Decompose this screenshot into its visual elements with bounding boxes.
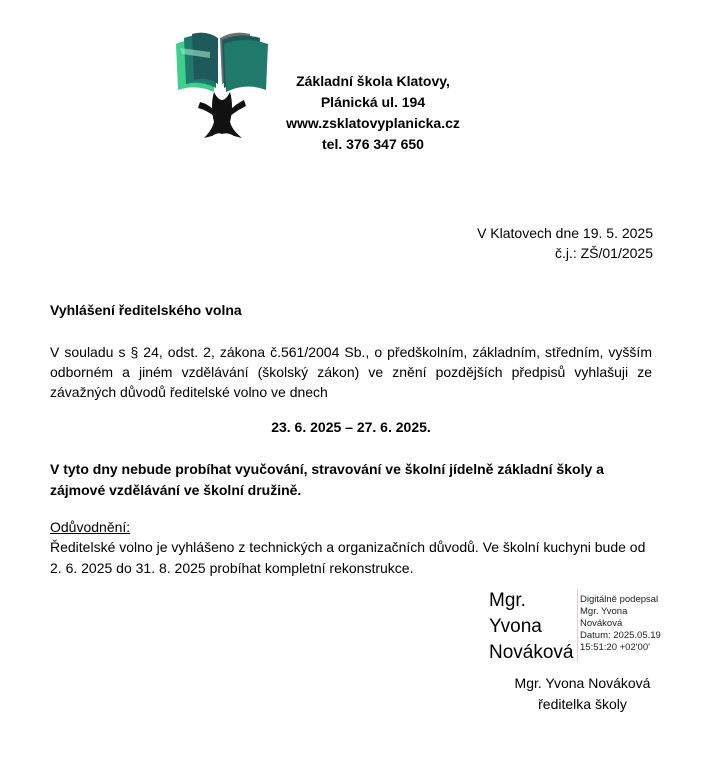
vacation-dates: 23. 6. 2025 – 27. 6. 2025.	[271, 419, 431, 435]
document-title: Vyhlášení ředitelského volna	[50, 302, 242, 318]
signature-info-line: 15:51:20 +02'00'	[580, 642, 650, 653]
notice-paragraph: V tyto dny nebude probíhat vyučování, stravování ve školní jídelně základní školy a zájmové vzdělávání ve školní družině.	[50, 461, 604, 498]
school-website[interactable]: www.zsklatovyplanicka.cz	[286, 115, 460, 131]
signature-info-line: Datum: 2025.05.19	[580, 630, 661, 641]
school-phone: tel. 376 347 650	[322, 136, 424, 152]
signature-info-line: Digitálně podepsal	[580, 594, 659, 605]
school-header	[258, 71, 488, 155]
place-date: V Klatovech dne 19. 5. 2025	[477, 225, 653, 241]
signer-role: ředitelka školy	[538, 696, 627, 712]
intro-paragraph: V souladu s § 24, odst. 2, zákona č.561/2004 Sb., o předškolním, základním, středním, vyšším odborném a jiném vzdělávání (školský zákon) ve znění pozdějších předpisů vyhlašuji ze závažných důvodů ředitelské volno ve dnech	[50, 344, 652, 400]
reference-number: č.j.: ZŠ/01/2025	[554, 245, 653, 261]
signature-info-line: Mgr. Yvona	[580, 606, 628, 617]
signature-name-line: Yvona	[489, 616, 542, 637]
signer-name: Mgr. Yvona Nováková	[514, 675, 651, 691]
reason-label: Odůvodnění:	[50, 519, 131, 535]
signature-info-line: Nováková	[580, 618, 623, 629]
signature-name	[489, 588, 574, 666]
signer-block	[500, 673, 665, 715]
school-name: Základní škola Klatovy,	[296, 73, 450, 89]
reason-text: Ředitelské volno je vyhlášeno z technických a organizačních důvodů. Ve školní kuchyni bude od 2. 6. 2025 do 31. 8. 2025 probíhat kompletní rekonstrukce.	[50, 539, 646, 576]
school-address: Plánická ul. 194	[320, 94, 426, 110]
signature-name-line: Nováková	[489, 642, 574, 663]
signature-name-line: Mgr.	[489, 590, 526, 611]
place-date-block	[477, 223, 653, 263]
signature-info	[580, 594, 661, 654]
signature-divider	[577, 590, 578, 662]
